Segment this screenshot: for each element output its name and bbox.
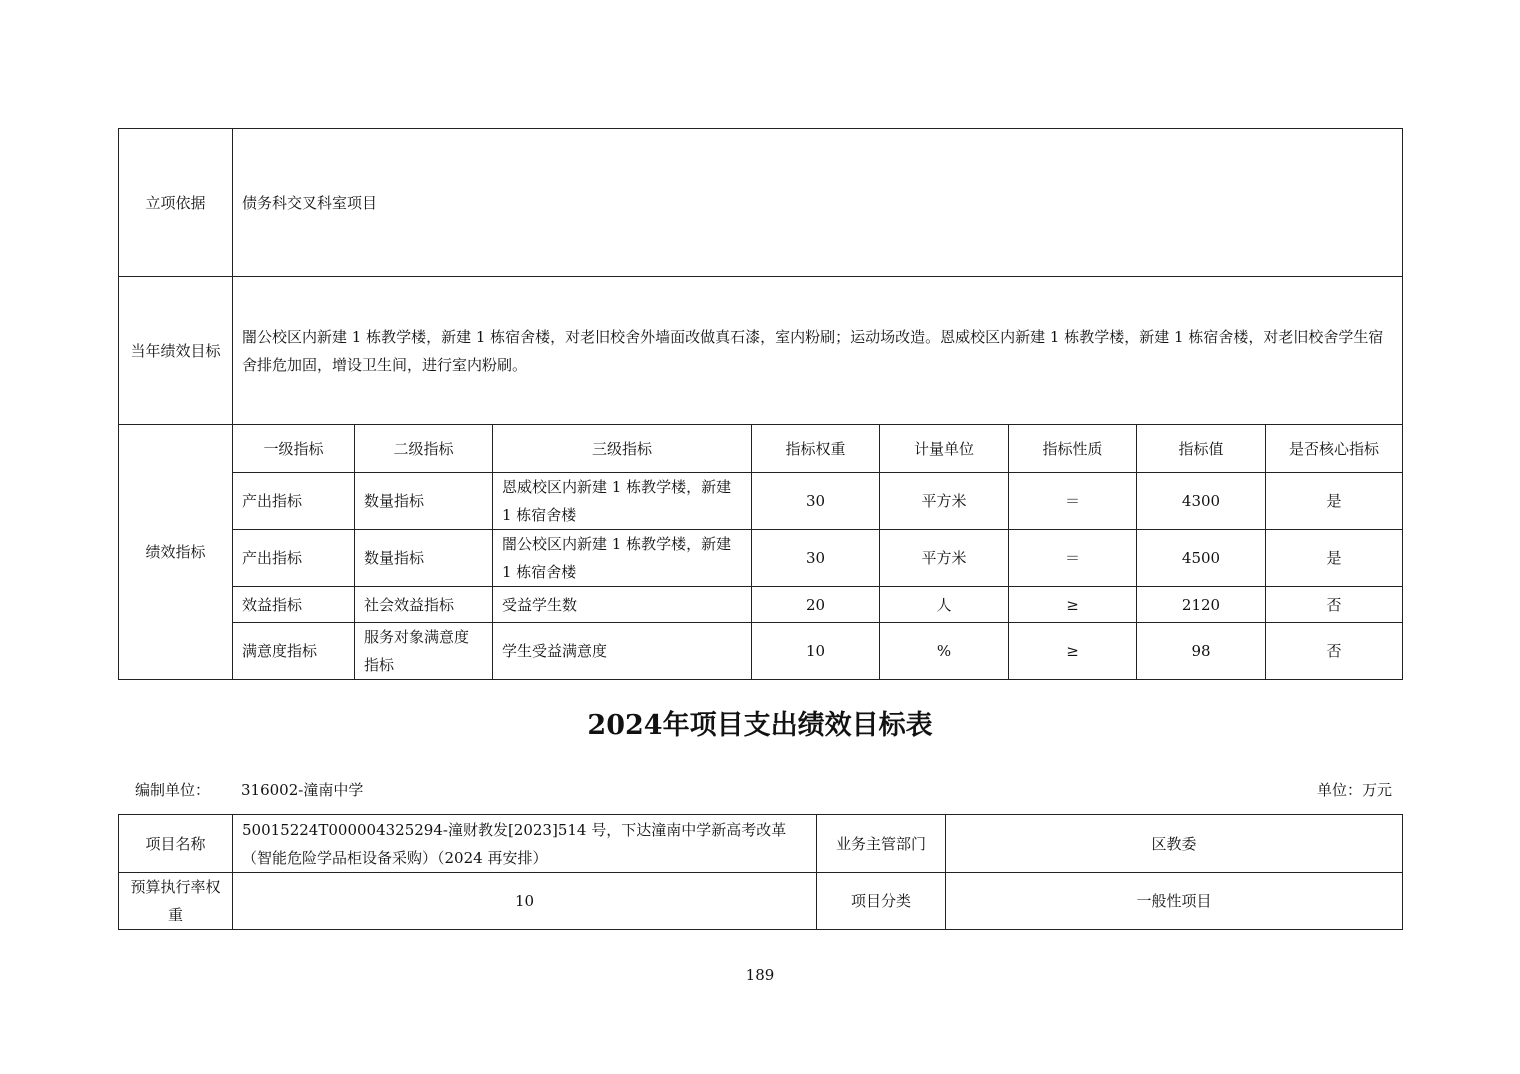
table-cell: 4500: [1137, 530, 1266, 587]
table-cell: 产出指标: [233, 530, 355, 587]
table-cell: 恩威校区内新建 1 栋教学楼，新建 1 栋宿舍楼: [493, 473, 752, 530]
table-cell: 学生受益满意度: [493, 623, 752, 680]
table-cell: 人: [880, 587, 1009, 623]
table-row: [119, 587, 1403, 623]
goal-label: 当年绩效目标: [119, 277, 233, 425]
table-cell: 98: [1137, 623, 1266, 680]
header-cell: 指标性质: [1009, 425, 1137, 473]
header-cell: 一级指标: [233, 425, 355, 473]
table-cell: 满意度指标: [233, 623, 355, 680]
table-cell: ＝: [1009, 530, 1137, 587]
header-cell: 三级指标: [493, 425, 752, 473]
category-label: 项目分类: [817, 873, 946, 930]
dept-value: 区教委: [946, 815, 1403, 873]
table-cell: 20: [752, 587, 880, 623]
table-cell: 平方米: [880, 473, 1009, 530]
header-cell: 指标值: [1137, 425, 1266, 473]
header-cell: 计量单位: [880, 425, 1009, 473]
table-cell: ≥: [1009, 623, 1137, 680]
org-value: 316002-潼南中学: [241, 781, 364, 799]
header-cell: 是否核心指标: [1266, 425, 1403, 473]
currency-unit: 单位：万元: [1316, 781, 1392, 799]
performance-indicator-table: [118, 128, 1403, 680]
dept-label: 业务主管部门: [817, 815, 946, 873]
table-cell: 数量指标: [355, 473, 493, 530]
table-cell: 产出指标: [233, 473, 355, 530]
org-label: 编制单位：: [135, 781, 211, 799]
table-row: [119, 473, 1403, 530]
page-title: 2024年项目支出绩效目标表: [587, 710, 933, 741]
table-cell: 30: [752, 530, 880, 587]
table-cell: 2120: [1137, 587, 1266, 623]
basis-text: 债务科交叉科室项目: [233, 129, 1403, 277]
table-cell: 是: [1266, 530, 1403, 587]
header-cell: 指标权重: [752, 425, 880, 473]
table-cell: 30: [752, 473, 880, 530]
unit-row: [118, 779, 1402, 805]
table-cell: 否: [1266, 623, 1403, 680]
category-value: 一般性项目: [946, 873, 1403, 930]
header-cell: 二级指标: [355, 425, 493, 473]
table-cell: 闇公校区内新建 1 栋教学楼，新建 1 栋宿舍楼: [493, 530, 752, 587]
table-cell: ≥: [1009, 587, 1137, 623]
basis-label: 立项依据: [119, 129, 233, 277]
table-cell: 10: [752, 623, 880, 680]
table-cell: 效益指标: [233, 587, 355, 623]
table-cell: 平方米: [880, 530, 1009, 587]
table-cell: 数量指标: [355, 530, 493, 587]
table-cell: 4300: [1137, 473, 1266, 530]
project-name-label: 项目名称: [119, 815, 233, 873]
table-cell: 社会效益指标: [355, 587, 493, 623]
project-name-value: 50015224T000004325294-潼财教发[2023]514 号，下达潼南中学新高考改革（智能危险学品柜设备采购）（2024 再安排）: [233, 815, 817, 873]
table-cell: ＝: [1009, 473, 1137, 530]
table-cell: %: [880, 623, 1009, 680]
page-number: 189: [745, 966, 775, 984]
table-row: [119, 623, 1403, 680]
table-cell: 服务对象满意度指标: [355, 623, 493, 680]
table-cell: 否: [1266, 587, 1403, 623]
indicator-label: 绩效指标: [119, 425, 233, 680]
budget-rate-value: 10: [233, 873, 817, 930]
table-row: [119, 530, 1403, 587]
budget-rate-label: 预算执行率权重: [119, 873, 233, 930]
goal-text: 闇公校区内新建 1 栋教学楼，新建 1 栋宿舍楼，对老旧校舍外墙面改做真石漆，室内粉刷；运动场改造。恩威校区内新建 1 栋教学楼，新建 1 栋宿舍楼，对老旧校舍学生宿舍排危加固，增设卫生间，进行室内粉刷。: [233, 277, 1403, 425]
project-info-table: [118, 814, 1403, 930]
table-cell: 受益学生数: [493, 587, 752, 623]
table-cell: 是: [1266, 473, 1403, 530]
